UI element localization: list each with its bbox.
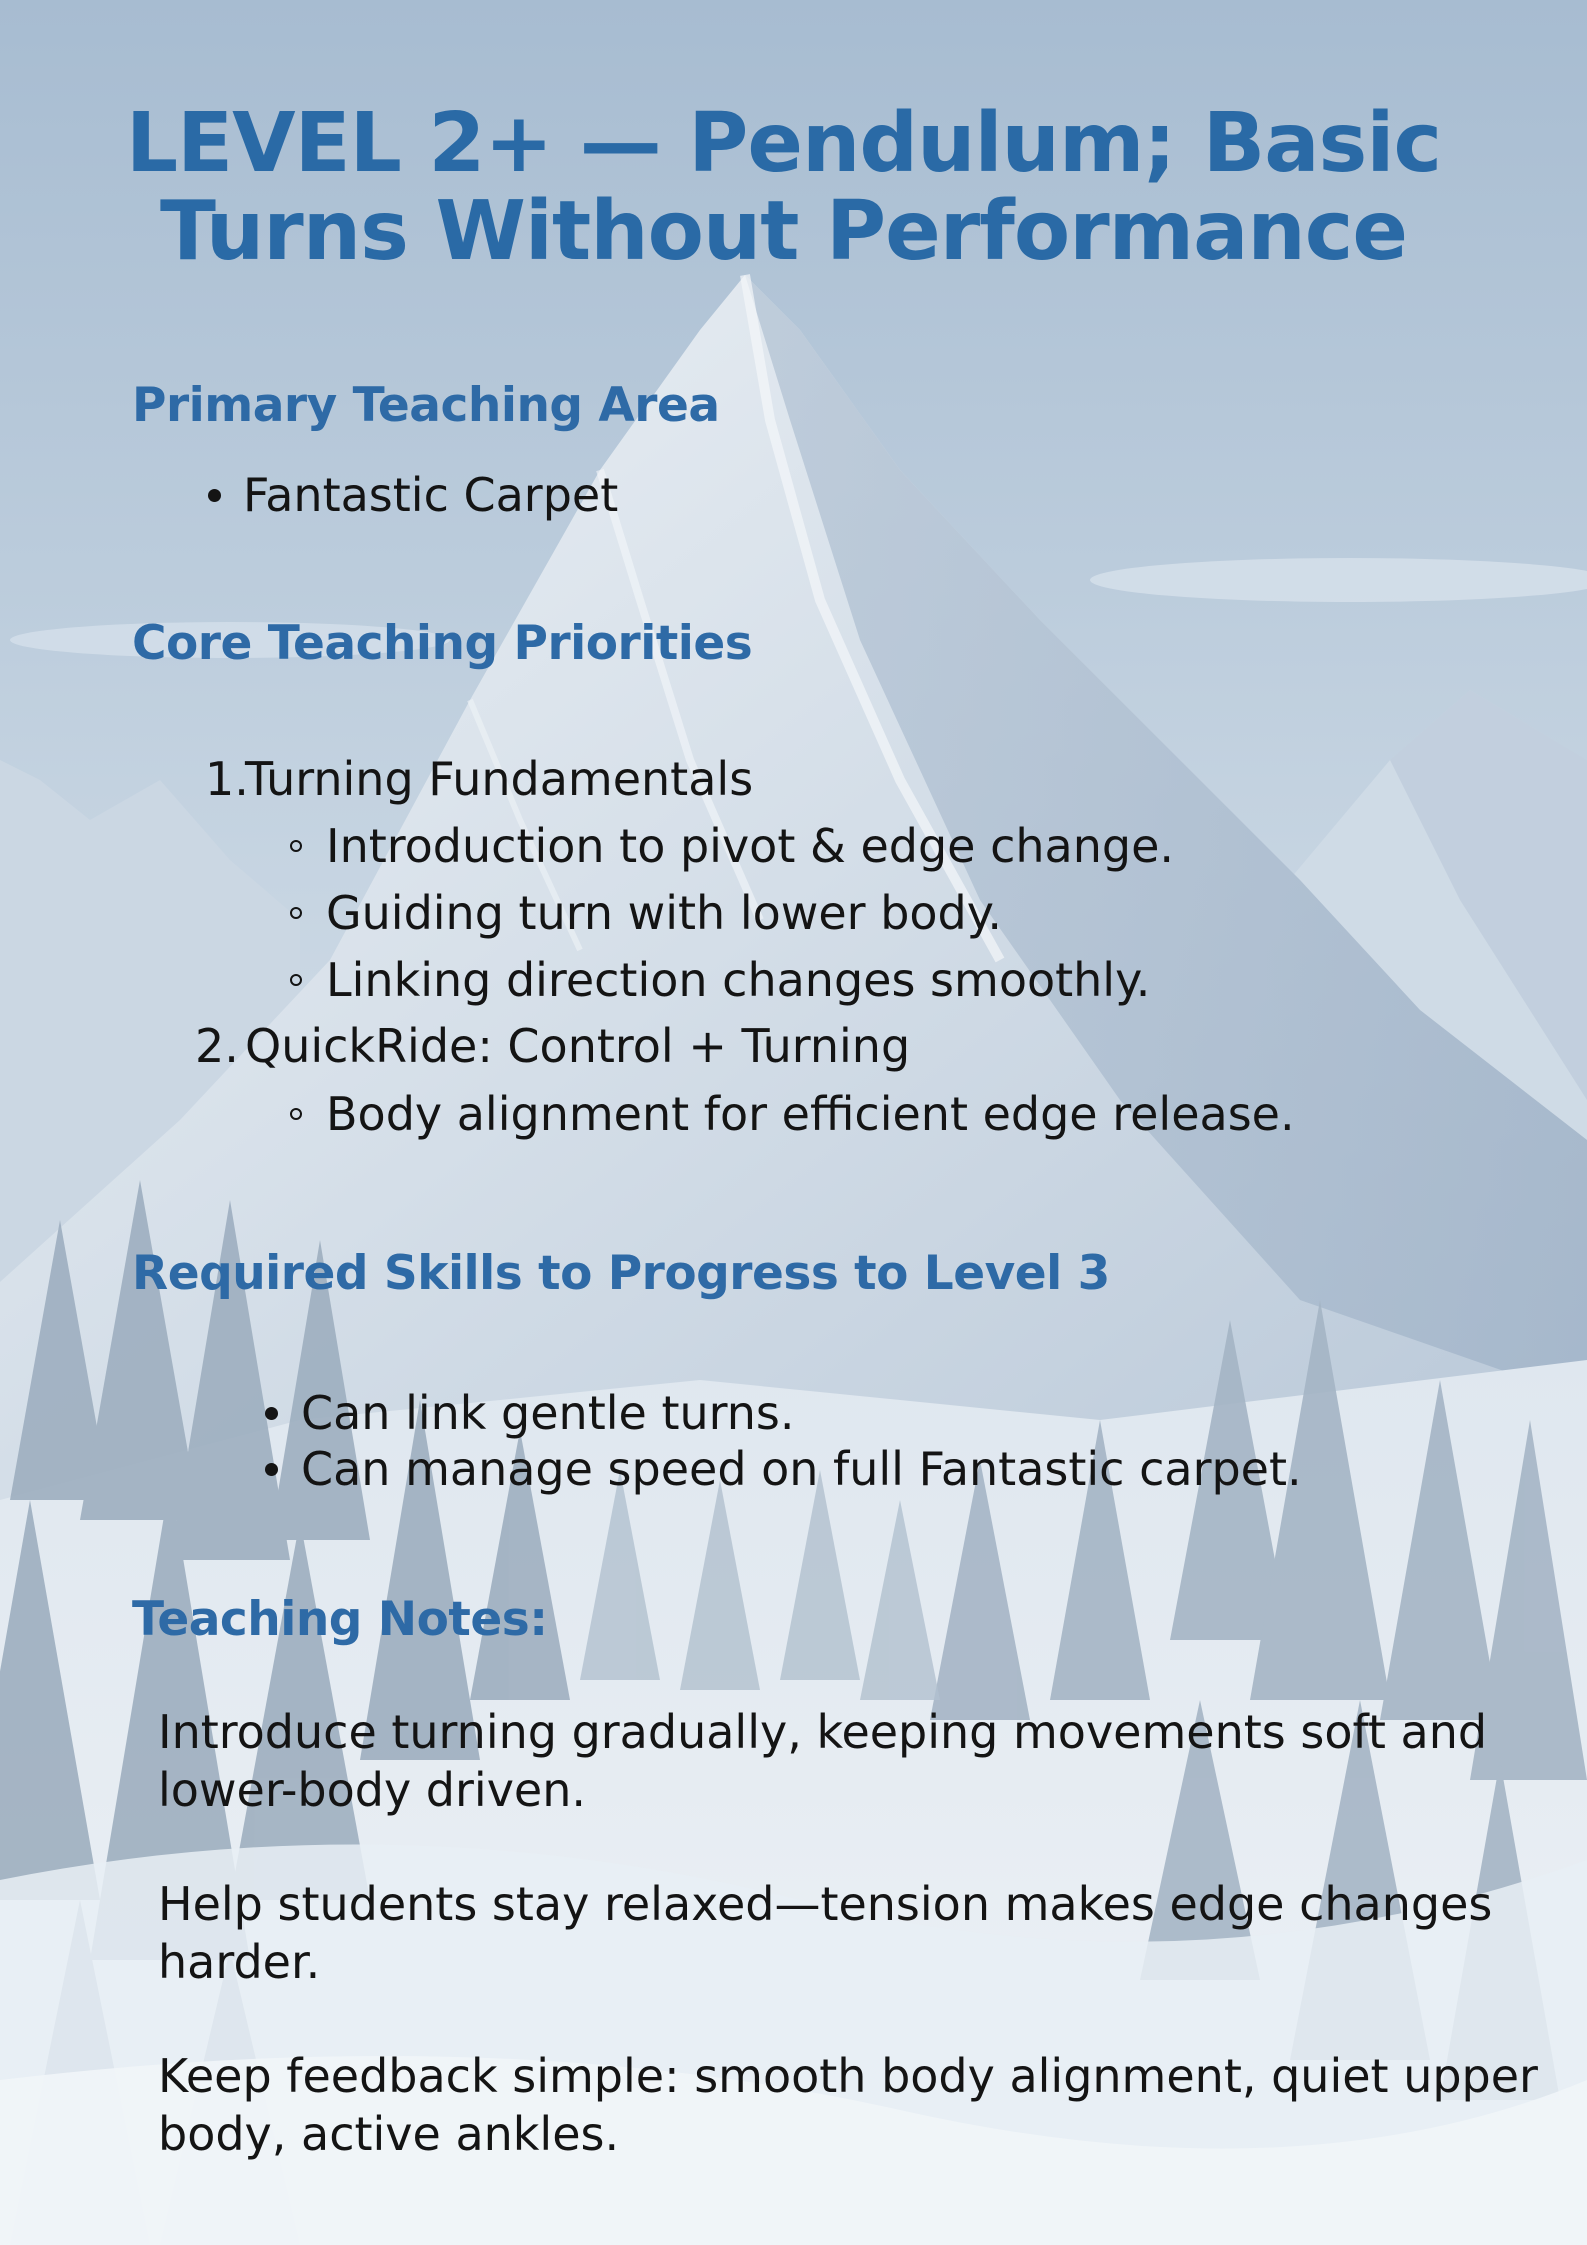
list-item-text: Fantastic Carpet <box>243 468 619 522</box>
primary-teaching-area-heading: Primary Teaching Area <box>132 378 720 433</box>
list-number: 2. <box>195 1019 239 1073</box>
teaching-note-paragraph: Help students stay relaxed—tension makes edge changes harder. <box>158 1877 1493 1989</box>
numbered-item-label: Turning Fundamentals <box>245 752 754 806</box>
hollow-bullet-icon <box>290 840 302 852</box>
sub-list-item-text: Guiding turn with lower body. <box>326 886 1003 940</box>
list-item-text: Can link gentle turns. <box>301 1386 795 1440</box>
sub-list-item-text: Linking direction changes smoothly. <box>326 953 1151 1007</box>
bullet-icon <box>208 489 221 502</box>
teaching-notes-heading: Teaching Notes: <box>132 1592 548 1647</box>
numbered-item-label: QuickRide: Control + Turning <box>245 1019 911 1073</box>
sub-list-item-text: Introduction to pivot & edge change. <box>326 819 1175 873</box>
bullet-icon <box>265 1407 278 1420</box>
page-title-line-2: Turns Without Performance <box>159 184 1408 279</box>
page-title-line-1: LEVEL 2+ — Pendulum; Basic <box>125 96 1442 191</box>
teaching-note-paragraph: Introduce turning gradually, keeping movements soft and lower-body driven. <box>158 1705 1488 1817</box>
hollow-bullet-icon <box>290 1108 302 1120</box>
list-number: 1. <box>205 752 249 806</box>
hollow-bullet-icon <box>290 974 302 986</box>
list-item-text: Can manage speed on full Fantastic carpet. <box>301 1442 1302 1496</box>
sub-list-item-text: Body alignment for efficient edge release. <box>326 1087 1295 1141</box>
core-teaching-priorities-heading: Core Teaching Priorities <box>132 616 753 671</box>
page-title <box>60 96 1507 279</box>
teaching-note-paragraph: Keep feedback simple: smooth body alignment, quiet upper body, active ankles. <box>158 2049 1538 2161</box>
required-skills-heading: Required Skills to Progress to Level 3 <box>132 1246 1110 1301</box>
bullet-icon <box>265 1463 278 1476</box>
hollow-bullet-icon <box>290 907 302 919</box>
